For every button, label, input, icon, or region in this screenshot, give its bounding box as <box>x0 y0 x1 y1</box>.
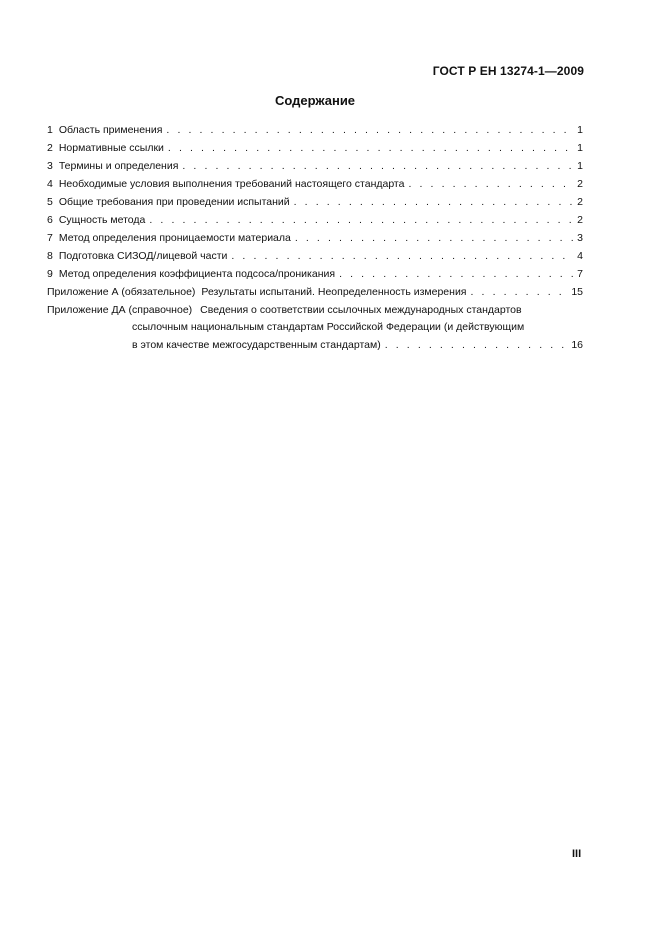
toc-leader-dots <box>166 121 573 139</box>
document-code: ГОСТ Р ЕН 13274-1—2009 <box>432 64 584 78</box>
toc-entry-label: Метод определения коэффициента подсоса/проникания <box>58 268 336 280</box>
toc-entry-label: Область применения <box>58 124 163 136</box>
toc-entry-number: 5 <box>47 196 53 208</box>
appendix-da-prefix: Приложение ДА (справочное) <box>47 304 193 316</box>
toc-entry-number: 3 <box>47 160 53 172</box>
toc-entry-page: 1 <box>577 160 583 172</box>
toc-leader-dots <box>408 175 573 193</box>
toc-entry-3[interactable] <box>47 157 583 175</box>
toc-entry-page: 2 <box>577 196 583 208</box>
toc-entry-7[interactable] <box>47 229 583 247</box>
toc-entry-label: Подготовка СИЗОД/лицевой части <box>58 250 228 262</box>
toc-entry-page: 2 <box>577 214 583 226</box>
toc-title: Содержание <box>274 93 356 108</box>
toc-leader-dots <box>294 193 574 211</box>
toc-leader-dots <box>231 247 573 265</box>
toc-entry-label: Общие требования при проведении испытаний <box>58 196 290 208</box>
toc-leader-dots <box>471 283 568 301</box>
toc-entry-label: Необходимые условия выполнения требований настоящего стандарта <box>58 178 405 190</box>
toc-entry-5[interactable] <box>47 193 583 211</box>
appendix-da-last-line <box>47 336 583 354</box>
toc-entry-8[interactable] <box>47 247 583 265</box>
toc-entry-number: 2 <box>47 142 53 154</box>
toc-entry-page: 3 <box>577 232 583 244</box>
toc-leader-dots <box>385 336 568 354</box>
toc-leader-dots <box>168 139 573 157</box>
appendix-da-line1: Сведения о соответствии ссылочных международных стандартов <box>200 304 522 316</box>
toc-entry-appendix-a[interactable] <box>47 283 583 301</box>
appendix-da-page: 16 <box>571 339 583 351</box>
toc-entry-page: 2 <box>577 178 583 190</box>
toc-entry-number: 1 <box>47 124 53 136</box>
toc-leader-dots <box>295 229 573 247</box>
toc-entry-appendix-da[interactable] <box>47 301 583 354</box>
toc-entry-label: Термины и определения <box>58 160 179 172</box>
table-of-contents <box>47 121 583 354</box>
appendix-da-line2: ссылочным национальным стандартам Российской Федерации (и действующим <box>132 321 525 333</box>
appendix-a-page: 15 <box>571 286 583 298</box>
page-number: III <box>572 848 582 860</box>
toc-entry-1[interactable] <box>47 121 583 139</box>
toc-leader-dots <box>149 211 573 229</box>
toc-entry-label: Сущность метода <box>58 214 146 226</box>
toc-entry-label: Метод определения проницаемости материала <box>58 232 291 244</box>
toc-entry-number: 4 <box>47 178 53 190</box>
toc-entry-9[interactable] <box>47 265 583 283</box>
toc-leader-dots <box>182 157 573 175</box>
toc-entry-label: Нормативные ссылки <box>58 142 164 154</box>
toc-entry-page: 1 <box>577 124 583 136</box>
appendix-da-line3: в этом качестве межгосударственным стандартам) <box>132 339 381 351</box>
toc-entry-number: 8 <box>47 250 53 262</box>
toc-leader-dots <box>339 265 573 283</box>
toc-entry-page: 1 <box>577 142 583 154</box>
toc-entry-2[interactable] <box>47 139 583 157</box>
toc-entry-page: 4 <box>577 250 583 262</box>
toc-entry-number: 6 <box>47 214 53 226</box>
appendix-a-label: Результаты испытаний. Неопределенность измерения <box>201 286 467 298</box>
toc-entry-number: 9 <box>47 268 53 280</box>
toc-entry-4[interactable] <box>47 175 583 193</box>
appendix-a-prefix: Приложение А (обязательное) <box>47 286 196 298</box>
toc-entry-number: 7 <box>47 232 53 244</box>
appendix-da-first-line <box>47 301 583 319</box>
toc-entry-page: 7 <box>577 268 583 280</box>
toc-entry-6[interactable] <box>47 211 583 229</box>
